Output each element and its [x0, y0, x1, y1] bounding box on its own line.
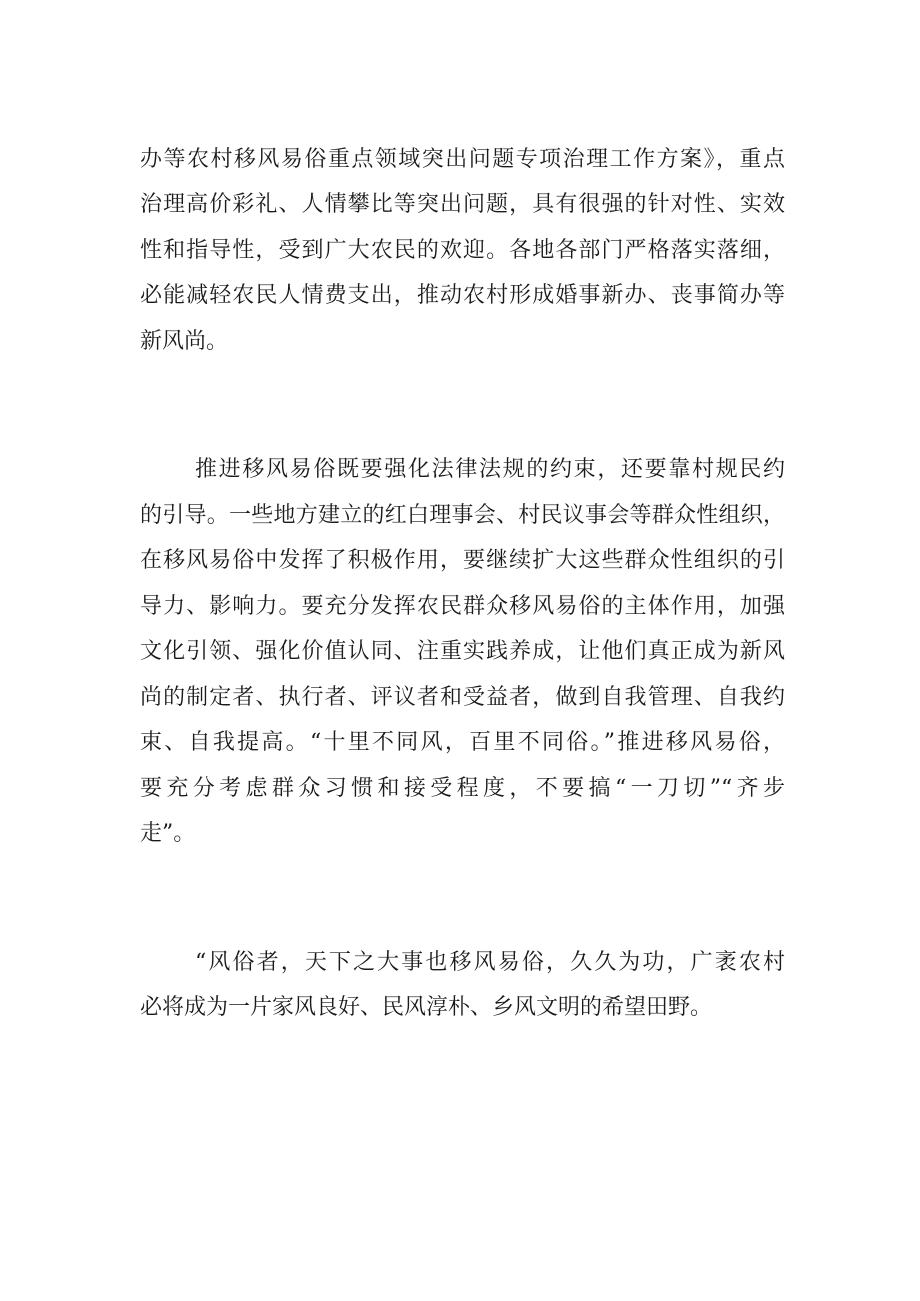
paragraph-line: 在移风易俗中发挥了积极作用，要继续扩大这些群众性组织的引 [140, 548, 785, 573]
paragraph-line: 束、自我提高。“十里不同风，百里不同俗。”推进移风易俗， [140, 730, 785, 755]
paragraph-line: 必将成为一片家风良好、民风淳朴、乡风文明的希望田野。 [140, 995, 713, 1020]
paragraph-line: 的引导。一些地方建立的红白理事会、村民议事会等群众性组织， [140, 503, 785, 528]
paragraph-line: 要充分考虑群众习惯和接受程度，不要搞“一刀切”“齐步 [140, 776, 785, 801]
paragraph-line: 推进移风易俗既要强化法律法规的约束，还要靠村规民约 [195, 457, 785, 482]
paragraph-line: 性和指导性，受到广大农民的欢迎。各地各部门严格落实落细， [140, 238, 785, 263]
paragraph-line: 必能减轻农民人情费支出，推动农村形成婚事新办、丧事简办等 [140, 283, 785, 308]
paragraph-line: 走”。 [140, 821, 196, 846]
paragraph-line: 文化引领、强化价值认同、注重实践养成，让他们真正成为新风 [140, 639, 785, 664]
paragraph-line: 治理高价彩礼、人情攀比等突出问题，具有很强的针对性、实效 [140, 192, 785, 217]
paragraph-line: 导力、影响力。要充分发挥农民群众移风易俗的主体作用，加强 [140, 594, 785, 619]
paragraph-line: 新风尚。 [140, 329, 229, 354]
paragraph-line: 办等农村移风易俗重点领域突出问题专项治理工作方案》，重点 [140, 147, 785, 172]
paragraph-line: 尚的制定者、执行者、评议者和受益者，做到自我管理、自我约 [140, 685, 785, 710]
paragraph-line: “风俗者，天下之大事也移风易俗，久久为功，广袤农村 [195, 950, 785, 975]
